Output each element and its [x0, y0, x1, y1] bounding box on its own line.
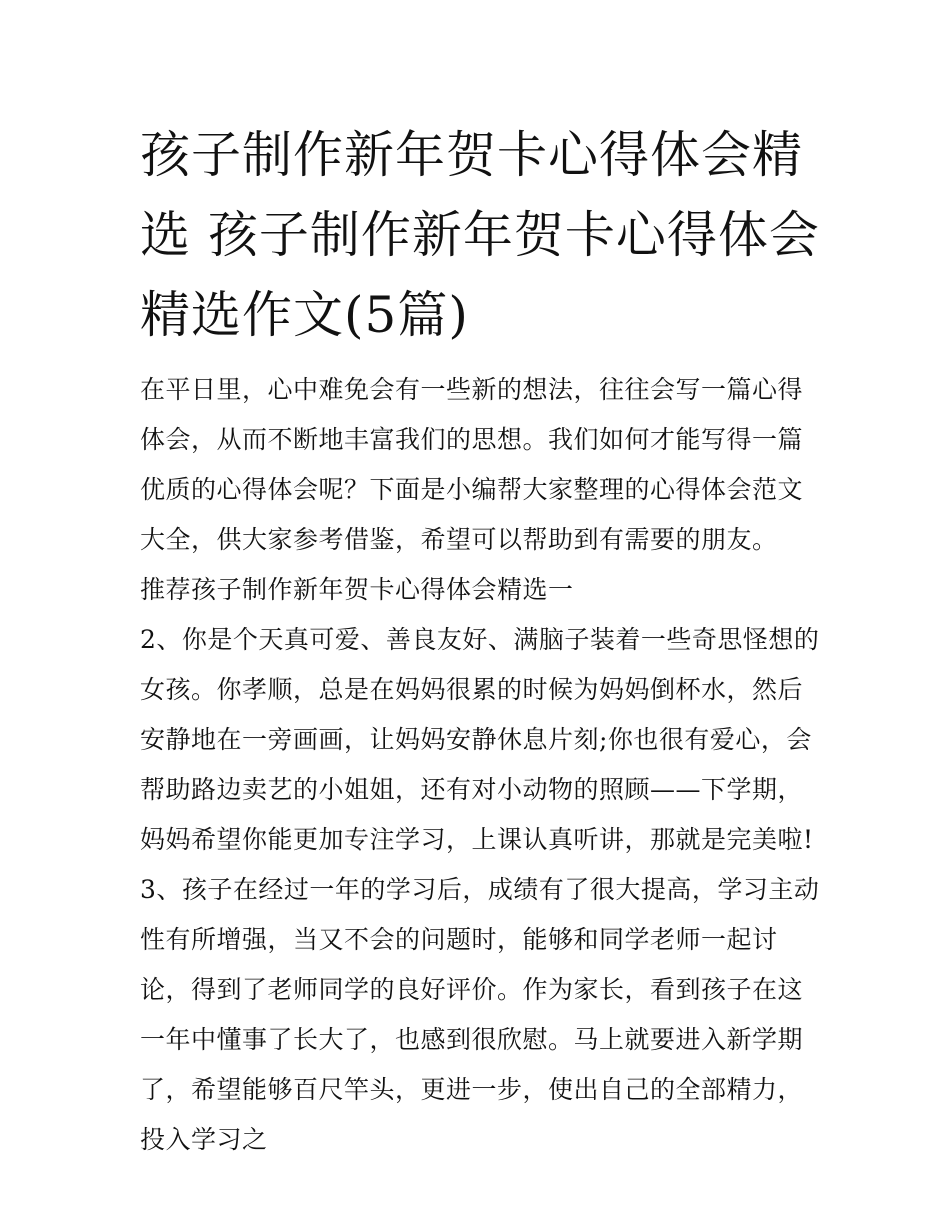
paragraph-item-3: 3、孩子在经过一年的学习后，成绩有了很大提高，学习主动性有所增强，当又不会的问题时，能够和同学老师一起讨论，得到了老师同学的良好评价。作为家长，看到孩子在这一年中懂事了长大了，也感到很欣慰。马上就要进入新学期了，希望能够百尺竿头，更进一步，使出自己的全部精力，投入学习之 [140, 875, 820, 1154]
section-heading: 推荐孩子制作新年贺卡心得体会精选一 [140, 575, 574, 604]
paragraph-item-2: 2、你是个天真可爱、善良友好、满脑子装着一些奇思怪想的女孩。你孝顺，总是在妈妈很累的时候为妈妈倒杯水，然后安静地在一旁画画，让妈妈安静休息片刻;你也很有爱心，会帮助路边卖艺的小姐姐，还有对小动物的照顾——下学期，妈妈希望你能更加专注学习，上课认真听讲，那就是完美啦! [140, 625, 820, 854]
document-title: 孩子制作新年贺卡心得体会精选 孩子制作新年贺卡心得体会精选作文(5篇) [140, 126, 820, 344]
document-body [140, 115, 820, 1165]
intro-paragraph: 在平日里，心中难免会有一些新的想法，往往会写一篇心得体会，从而不断地丰富我们的思想。我们如何才能写得一篇优质的心得体会呢？下面是小编帮大家整理的心得体会范文大全，供大家参考借鉴，希望可以帮助到有需要的朋友。 [140, 375, 804, 554]
